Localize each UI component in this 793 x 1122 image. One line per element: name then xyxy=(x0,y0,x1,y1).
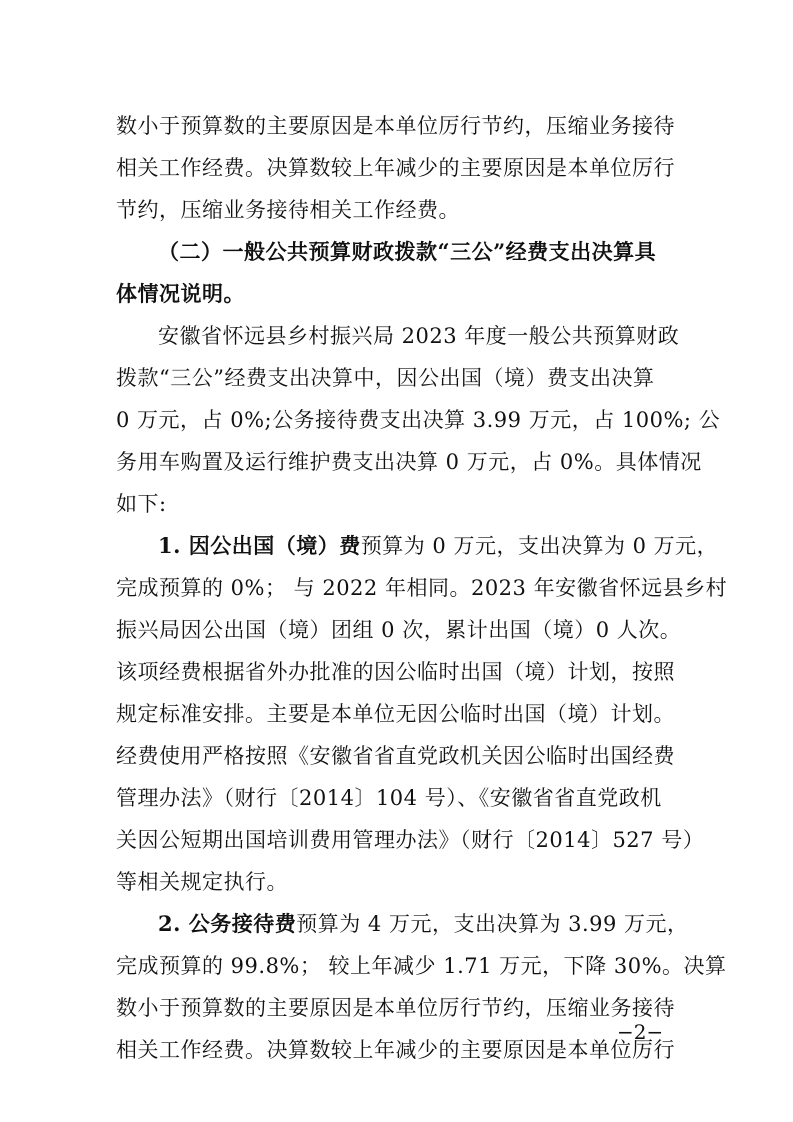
item1-line: 该项经费根据省外办批准的因公临时出国（境）计划，按照 xyxy=(116,660,675,684)
item1-title: 1. 因公出国（境）费 xyxy=(158,533,361,558)
item1-line: 规定标准安排。主要是本单位无因公临时出国（境）计划。 xyxy=(116,702,675,726)
item1-line: 振兴局因公出国（境）团组 0 次，累计出国（境）0 人次。 xyxy=(116,618,682,642)
item2-line: 完成预算的 99.8%； 较上年减少 1.71 万元，下降 30%。决算 xyxy=(116,954,727,978)
item1-line: 关因公短期出国培训费用管理办法》（财行〔2014〕527 号） xyxy=(116,828,705,852)
item1-first-text: 预算为 0 万元，支出决算为 0 万元， xyxy=(360,534,719,558)
paragraph-line: 数小于预算数的主要原因是本单位厉行节约，压缩业务接待 xyxy=(116,114,675,138)
paragraph-line: 相关工作经费。决算数较上年减少的主要原因是本单位厉行 xyxy=(116,156,675,180)
paragraph-line: 节约，压缩业务接待相关工作经费。 xyxy=(116,198,460,222)
item2-title: 2. 公务接待费 xyxy=(158,911,297,936)
section-heading-line: 体情况说明。 xyxy=(116,281,245,306)
intro-line: 务用车购置及运行维护费支出决算 0 万元，占 0%。具体情况 xyxy=(116,450,702,474)
document-body xyxy=(116,105,728,1071)
item1-first-line xyxy=(116,525,719,567)
section-heading-line: （二）一般公共预算财政拨款“三公”经费支出决算具 xyxy=(158,239,657,264)
item1-line: 管理办法》（财行〔2014〕104 号）、《安徽省省直党政机 xyxy=(116,786,662,810)
page-number: −2− xyxy=(617,1020,664,1044)
intro-line: 拨款“三公”经费支出决算中，因公出国（境）费支出决算 xyxy=(116,366,655,390)
item2-first-line xyxy=(116,903,689,945)
intro-line: 安徽省怀远县乡村振兴局 2023 年度一般公共预算财政 xyxy=(158,324,680,348)
intro-line: 如下: xyxy=(116,492,167,516)
item2-first-text: 预算为 4 万元，支出决算为 3.99 万元， xyxy=(296,912,689,936)
item2-line: 数小于预算数的主要原因是本单位厉行节约，压缩业务接待 xyxy=(116,996,675,1020)
item2-line: 相关工作经费。决算数较上年减少的主要原因是本单位厉行 xyxy=(116,1038,675,1062)
intro-line: 0 万元，占 0%;公务接待费支出决算 3.99 万元，占 100%; 公 xyxy=(116,408,721,432)
item1-line: 完成预算的 0%； 与 2022 年相同。2023 年安徽省怀远县乡村 xyxy=(116,576,728,600)
item1-line: 等相关规定执行。 xyxy=(116,870,288,894)
item1-line: 经费使用严格按照《安徽省省直党政机关因公临时出国经费 xyxy=(116,744,675,768)
